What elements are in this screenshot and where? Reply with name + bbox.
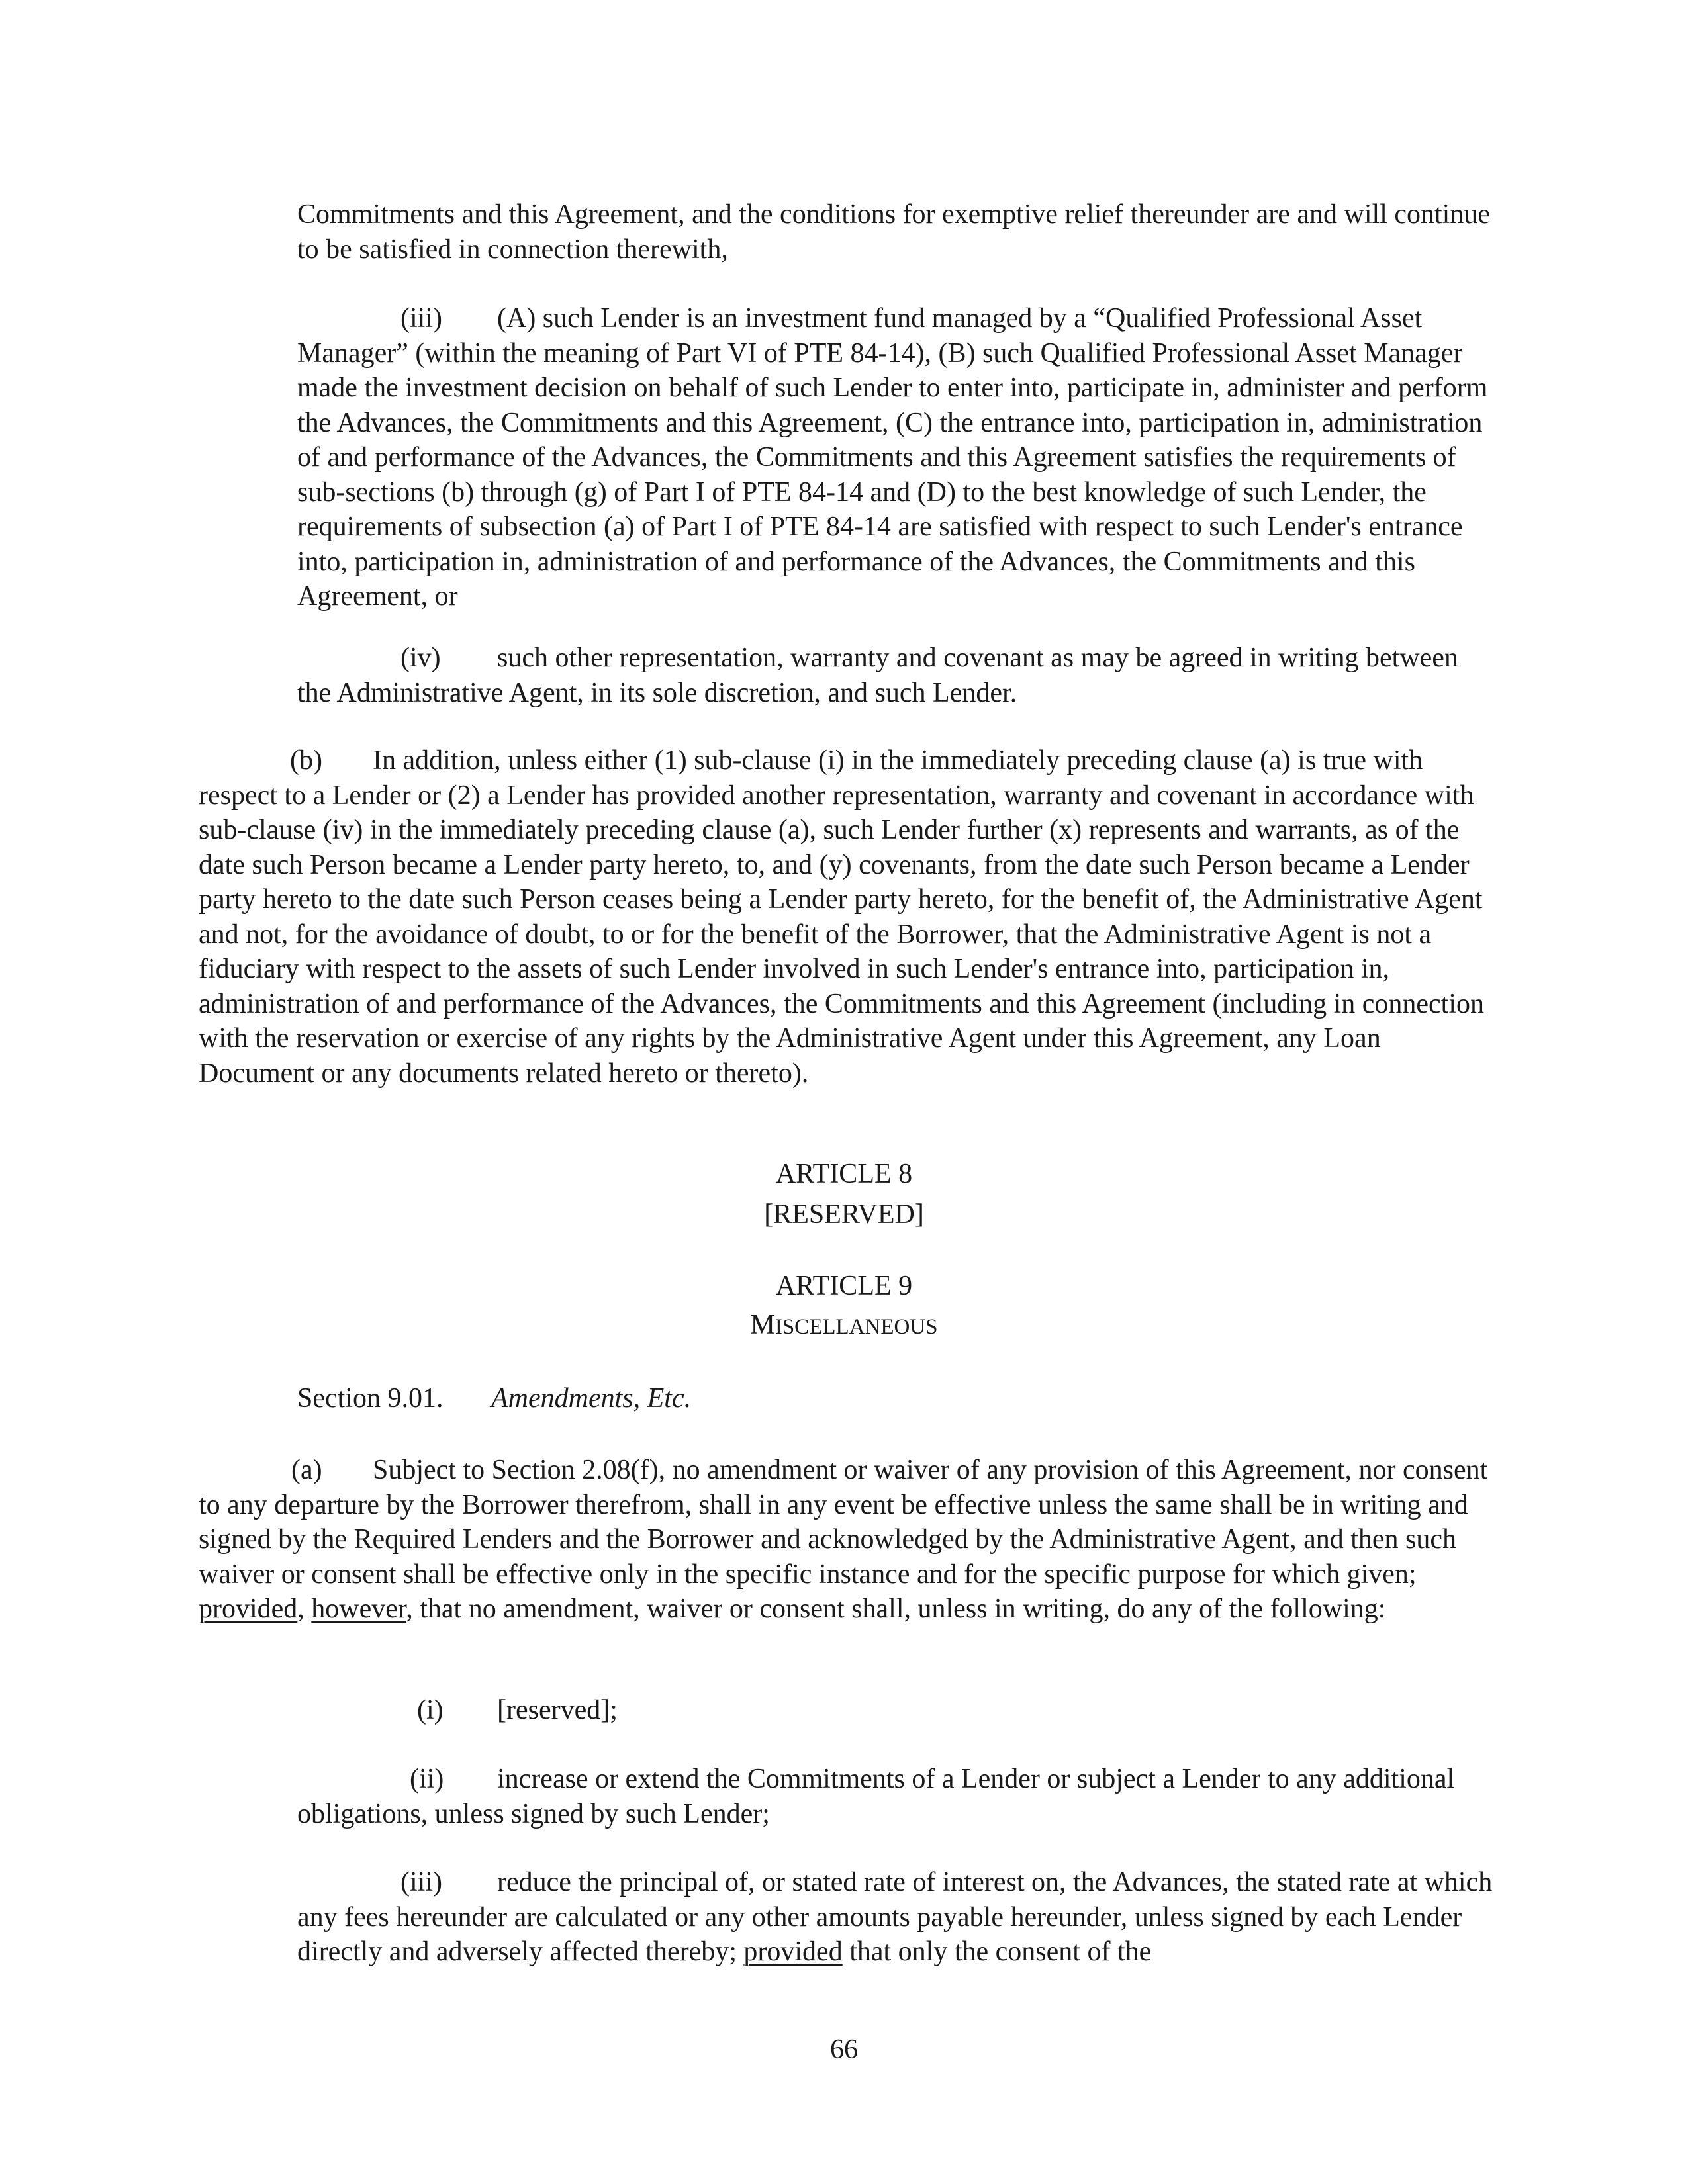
clause-a-text-before: Subject to Section 2.08(f), no amendment or waiver of any provision of this Agreement, nor consent to any departure by the Borrower therefrom, shall in any event be effective unless the same shall be in writing and signed by the Required Lenders and the Borrower and acknowledged by the Administrative Agent, and then such waiver or consent shall be effective only in the specific instance and for the specific purpose for which given;	[199, 1455, 1488, 1590]
article-9-title-first: M	[750, 1310, 775, 1340]
item-iii-text-after: that only the consent of the	[842, 1936, 1152, 1967]
clause-a-paragraph	[199, 1453, 1496, 1627]
section-9-01-heading	[297, 1381, 1495, 1416]
item-i-text: [reserved];	[497, 1695, 618, 1725]
item-ii-paragraph	[297, 1762, 1495, 1831]
item-iii-text-before: reduce the principal of, or stated rate of interest on, the Advances, the stated rate at which any fees hereunder are calculated or any other amounts payable hereunder, unless signed by each Lender directly and adversely affected thereby;	[297, 1867, 1493, 1967]
item-iii-provided-term: provided	[743, 1936, 843, 1967]
clause-iii-number: (iii)	[400, 303, 442, 334]
clause-iv-number: (iv)	[400, 643, 441, 673]
clause-a-comma: ,	[297, 1594, 312, 1624]
page-number: 66	[830, 2034, 858, 2065]
section-number: Section 9.01.	[297, 1383, 444, 1414]
continuation-paragraph	[297, 197, 1495, 267]
clause-iv-paragraph	[297, 641, 1495, 710]
article-9-title	[0, 1308, 1688, 1345]
item-i-paragraph	[297, 1693, 1495, 1728]
item-iii-paragraph	[297, 1865, 1495, 1970]
clause-iv-text: such other representation, warranty and covenant as may be agreed in writing between the Administrative Agent, in its sole discretion, and such Lender.	[297, 643, 1458, 708]
clause-b-paragraph	[199, 743, 1496, 1091]
clause-iii-text: (A) such Lender is an investment fund managed by a “Qualified Professional Asset Manager” (within the meaning of Part VI of PTE 84-14), (B) such Qualified Professional Asset Manager made the investment decision on behalf of such Lender to enter into, participate in, administer and perform the Advances, the Commitments and this Agreement, (C) the entrance into, participation in, administration of and performance of the Advances, the Commitments and this Agreement satisfies the requirements of sub-sections (b) through (g) of Part I of PTE 84-14 and (D) to the best knowledge of such Lender, the requirements of subsection (a) of Part I of PTE 84-14 are satisfied with respect to such Lender's entrance into, participation in, administration of and performance of the Advances, the Commitments and this Agreement, or	[297, 303, 1488, 612]
item-ii-number: (ii)	[410, 1764, 444, 1794]
article-8-title: [RESERVED]	[764, 1199, 924, 1230]
section-title: Amendments, Etc.	[491, 1383, 692, 1414]
provided-term: provided	[199, 1594, 298, 1624]
continuation-text: Commitments and this Agreement, and the conditions for exemptive relief thereunder are and will continue to be satisfied in connection therewith,	[297, 199, 1490, 265]
article-9-heading: ARTICLE 9	[775, 1271, 913, 1301]
clause-a-text-after: , that no amendment, waiver or consent shall, unless in writing, do any of the following:	[406, 1594, 1386, 1624]
item-i-number: (i)	[417, 1695, 444, 1725]
article-8-heading: ARTICLE 8	[775, 1159, 913, 1189]
clause-b-text: In addition, unless either (1) sub-clause (i) in the immediately preceding clause (a) is true with respect to a Lender or (2) a Lender has provided another representation, warranty and covenant in accordance with sub-clause (iv) in the immediately preceding clause (a), such Lender further (x) represents and warrants, as of the date such Person became a Lender party hereto, to, and (y) covenants, from the date such Person became a Lender party hereto to the date such Person ceases being a Lender party hereto, for the benefit of, the Administrative Agent and not, for the avoidance of doubt, to or for the benefit of the Borrower, that the Administrative Agent is not a fiduciary with respect to the assets of such Lender involved in such Lender's entrance into, participation in, administration of and performance of the Advances, the Commitments and this Agreement (including in connection with the reservation or exercise of any rights by the Administrative Agent under this Agreement, any Loan Document or any documents related hereto or thereto).	[199, 745, 1485, 1089]
clause-iii-paragraph	[297, 301, 1495, 614]
clause-a-number: (a)	[291, 1455, 322, 1485]
however-term: however	[311, 1594, 406, 1624]
clause-b-number: (b)	[290, 745, 322, 776]
item-iii-number: (iii)	[400, 1867, 442, 1897]
item-ii-text: increase or extend the Commitments of a Lender or subject a Lender to any additional obligations, unless signed by such Lender;	[297, 1764, 1455, 1829]
article-9-title-rest: ISCELLANEOUS	[774, 1315, 938, 1339]
